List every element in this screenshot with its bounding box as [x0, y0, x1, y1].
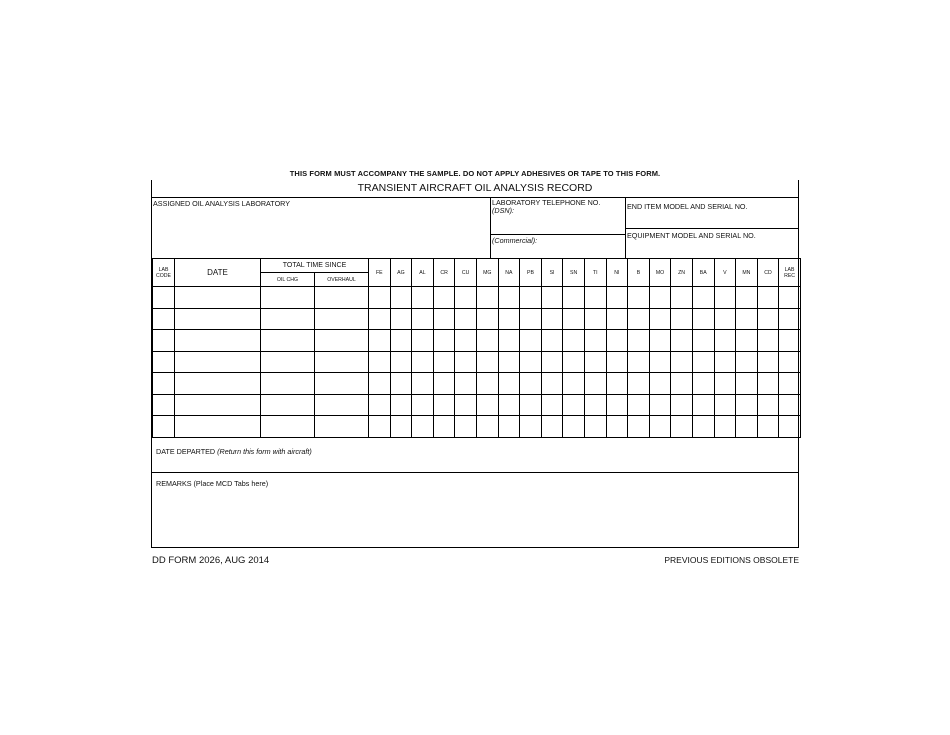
- table-cell[interactable]: [671, 287, 693, 309]
- table-cell[interactable]: [628, 330, 650, 352]
- table-cell[interactable]: [584, 287, 606, 309]
- remarks-field[interactable]: [152, 473, 798, 547]
- table-cell[interactable]: [261, 330, 315, 352]
- dsn-label: (DSN):: [492, 206, 514, 215]
- table-cell[interactable]: [606, 287, 628, 309]
- table-cell[interactable]: [671, 330, 693, 352]
- table-cell[interactable]: [649, 351, 671, 373]
- element-header-ba: BA: [692, 259, 714, 287]
- element-header-cd: CD: [757, 259, 779, 287]
- table-row: [153, 373, 801, 395]
- element-header-cu: CU: [455, 259, 477, 287]
- table-cell[interactable]: [498, 373, 520, 395]
- table-cell[interactable]: [433, 416, 455, 438]
- table-row: [153, 287, 801, 309]
- table-cell[interactable]: [498, 416, 520, 438]
- table-cell[interactable]: [649, 394, 671, 416]
- table-cell[interactable]: [714, 308, 736, 330]
- form-id: DD FORM 2026, AUG 2014: [152, 555, 270, 566]
- table-row: [153, 330, 801, 352]
- oil-analysis-table: [152, 258, 801, 438]
- table-cell[interactable]: [369, 330, 391, 352]
- table-cell[interactable]: [498, 330, 520, 352]
- table-cell[interactable]: [153, 416, 175, 438]
- table-cell[interactable]: [628, 287, 650, 309]
- table-cell[interactable]: [584, 351, 606, 373]
- table-cell[interactable]: [433, 308, 455, 330]
- table-cell[interactable]: [779, 287, 801, 309]
- table-cell[interactable]: [390, 287, 412, 309]
- table-cell[interactable]: [261, 351, 315, 373]
- table-cell[interactable]: [315, 330, 369, 352]
- element-header-ti: TI: [584, 259, 606, 287]
- table-cell[interactable]: [541, 416, 563, 438]
- remarks-label: REMARKS (Place MCD Tabs here): [156, 479, 269, 488]
- table-cell[interactable]: [692, 287, 714, 309]
- table-cell[interactable]: [520, 330, 542, 352]
- table-cell[interactable]: [476, 373, 498, 395]
- lab-phone-commercial-field[interactable]: [491, 235, 626, 258]
- table-cell[interactable]: [476, 330, 498, 352]
- table-cell[interactable]: [520, 308, 542, 330]
- table-cell[interactable]: [520, 373, 542, 395]
- table-cell[interactable]: [261, 394, 315, 416]
- table-cell[interactable]: [390, 330, 412, 352]
- table-cell[interactable]: [476, 394, 498, 416]
- table-cell[interactable]: [649, 308, 671, 330]
- table-cell[interactable]: [498, 308, 520, 330]
- table-cell[interactable]: [153, 351, 175, 373]
- equipment-label: EQUIPMENT MODEL AND SERIAL NO.: [627, 231, 756, 240]
- table-cell[interactable]: [757, 287, 779, 309]
- table-cell[interactable]: [671, 394, 693, 416]
- table-cell[interactable]: [671, 373, 693, 395]
- table-cell[interactable]: [541, 394, 563, 416]
- element-header-sn: SN: [563, 259, 585, 287]
- table-cell[interactable]: [520, 394, 542, 416]
- table-cell[interactable]: [315, 308, 369, 330]
- table-cell[interactable]: [714, 330, 736, 352]
- table-cell[interactable]: [520, 351, 542, 373]
- table-cell[interactable]: [261, 416, 315, 438]
- table-cell[interactable]: [175, 394, 261, 416]
- table-cell[interactable]: [779, 416, 801, 438]
- table-cell[interactable]: [757, 373, 779, 395]
- table-cell[interactable]: [476, 351, 498, 373]
- table-cell[interactable]: [736, 330, 758, 352]
- element-header-zn: ZN: [671, 259, 693, 287]
- table-cell[interactable]: [692, 373, 714, 395]
- table-cell[interactable]: [153, 330, 175, 352]
- table-cell[interactable]: [584, 416, 606, 438]
- oil-analysis-form: [151, 180, 799, 548]
- table-cell[interactable]: [736, 373, 758, 395]
- table-cell[interactable]: [606, 351, 628, 373]
- table-row: [153, 351, 801, 373]
- element-header-mo: MO: [649, 259, 671, 287]
- table-cell[interactable]: [779, 373, 801, 395]
- date-header: DATE: [175, 259, 261, 287]
- table-cell[interactable]: [412, 394, 434, 416]
- table-cell[interactable]: [520, 416, 542, 438]
- table-cell[interactable]: [433, 351, 455, 373]
- lab-phone-dsn-field[interactable]: [491, 197, 626, 235]
- table-cell[interactable]: [390, 308, 412, 330]
- table-cell[interactable]: [369, 416, 391, 438]
- table-cell[interactable]: [369, 394, 391, 416]
- table-cell[interactable]: [315, 287, 369, 309]
- table-cell[interactable]: [563, 394, 585, 416]
- table-cell[interactable]: [671, 351, 693, 373]
- table-cell[interactable]: [476, 416, 498, 438]
- table-cell[interactable]: [412, 308, 434, 330]
- table-cell[interactable]: [736, 308, 758, 330]
- lab-code-header: LAB CODE: [153, 259, 175, 287]
- table-cell[interactable]: [606, 416, 628, 438]
- table-cell[interactable]: [175, 373, 261, 395]
- table-cell[interactable]: [714, 394, 736, 416]
- table-cell[interactable]: [369, 308, 391, 330]
- table-cell[interactable]: [476, 287, 498, 309]
- table-cell[interactable]: [315, 373, 369, 395]
- table-cell[interactable]: [153, 308, 175, 330]
- table-cell[interactable]: [563, 373, 585, 395]
- table-cell[interactable]: [390, 373, 412, 395]
- table-cell[interactable]: [175, 287, 261, 309]
- table-cell[interactable]: [390, 351, 412, 373]
- table-cell[interactable]: [455, 416, 477, 438]
- table-cell[interactable]: [261, 308, 315, 330]
- table-cell[interactable]: [541, 351, 563, 373]
- table-cell[interactable]: [563, 308, 585, 330]
- table-cell[interactable]: [649, 416, 671, 438]
- table-cell[interactable]: [779, 351, 801, 373]
- table-cell[interactable]: [369, 287, 391, 309]
- table-cell[interactable]: [455, 287, 477, 309]
- assigned-lab-label: ASSIGNED OIL ANALYSIS LABORATORY: [153, 199, 291, 208]
- table-cell[interactable]: [692, 416, 714, 438]
- table-cell[interactable]: [757, 330, 779, 352]
- table-cell[interactable]: [390, 416, 412, 438]
- table-cell[interactable]: [628, 373, 650, 395]
- table-cell[interactable]: [779, 330, 801, 352]
- table-cell[interactable]: [714, 287, 736, 309]
- table-cell[interactable]: [563, 416, 585, 438]
- table-cell[interactable]: [175, 330, 261, 352]
- table-cell[interactable]: [153, 394, 175, 416]
- lab-rec-header: LAB REC: [779, 259, 801, 287]
- table-cell[interactable]: [455, 394, 477, 416]
- table-cell[interactable]: [606, 330, 628, 352]
- table-cell[interactable]: [369, 373, 391, 395]
- element-header-ag: AG: [390, 259, 412, 287]
- table-cell[interactable]: [498, 351, 520, 373]
- table-cell[interactable]: [455, 351, 477, 373]
- element-header-fe: FE: [369, 259, 391, 287]
- table-cell[interactable]: [541, 330, 563, 352]
- table-cell[interactable]: [714, 351, 736, 373]
- table-cell[interactable]: [671, 308, 693, 330]
- end-item-label: END ITEM MODEL AND SERIAL NO.: [627, 202, 748, 211]
- table-cell[interactable]: [563, 330, 585, 352]
- table-cell[interactable]: [498, 394, 520, 416]
- table-row: [153, 308, 801, 330]
- table-cell[interactable]: [476, 308, 498, 330]
- table-cell[interactable]: [541, 308, 563, 330]
- overhaul-header: OVERHAUL: [315, 273, 369, 287]
- table-cell[interactable]: [736, 394, 758, 416]
- table-cell[interactable]: [692, 394, 714, 416]
- end-item-field[interactable]: [626, 197, 798, 229]
- commercial-label: (Commercial):: [492, 236, 538, 245]
- table-cell[interactable]: [315, 416, 369, 438]
- table-cell[interactable]: [563, 287, 585, 309]
- element-header-na: NA: [498, 259, 520, 287]
- date-departed-label: DATE DEPARTED (Return this form with aircraft): [156, 447, 312, 456]
- equipment-field[interactable]: [626, 229, 798, 258]
- element-header-v: V: [714, 259, 736, 287]
- table-cell[interactable]: [433, 373, 455, 395]
- table-cell[interactable]: [315, 351, 369, 373]
- element-header-cr: CR: [433, 259, 455, 287]
- form-title: TRANSIENT AIRCRAFT OIL ANALYSIS RECORD: [152, 180, 798, 198]
- table-cell[interactable]: [455, 373, 477, 395]
- table-cell[interactable]: [261, 373, 315, 395]
- table-cell[interactable]: [563, 351, 585, 373]
- date-departed-field[interactable]: [152, 441, 798, 473]
- table-cell[interactable]: [649, 287, 671, 309]
- table-cell[interactable]: [736, 351, 758, 373]
- element-header-mg: MG: [476, 259, 498, 287]
- table-body: [153, 287, 801, 438]
- table-cell[interactable]: [584, 394, 606, 416]
- table-cell[interactable]: [757, 416, 779, 438]
- table-cell[interactable]: [433, 394, 455, 416]
- table-cell[interactable]: [714, 373, 736, 395]
- table-cell[interactable]: [671, 416, 693, 438]
- editions-note: PREVIOUS EDITIONS OBSOLETE: [664, 555, 799, 565]
- table-cell[interactable]: [649, 373, 671, 395]
- table-cell[interactable]: [692, 308, 714, 330]
- table-cell[interactable]: [412, 287, 434, 309]
- lab-phone-label: LABORATORY TELEPHONE NO.: [492, 198, 601, 207]
- element-header-si: SI: [541, 259, 563, 287]
- table-cell[interactable]: [628, 308, 650, 330]
- form-notice: THIS FORM MUST ACCOMPANY THE SAMPLE. DO NOT APPLY ADHESIVES OR TAPE TO THIS FORM.: [289, 169, 661, 178]
- table-header-row: [153, 259, 801, 273]
- table-cell[interactable]: [757, 351, 779, 373]
- assigned-lab-field[interactable]: [152, 197, 491, 258]
- table-cell[interactable]: [628, 416, 650, 438]
- table-cell[interactable]: [584, 330, 606, 352]
- table-cell[interactable]: [153, 287, 175, 309]
- table-cell[interactable]: [433, 287, 455, 309]
- table-cell[interactable]: [412, 373, 434, 395]
- table-cell[interactable]: [390, 394, 412, 416]
- table-cell[interactable]: [628, 394, 650, 416]
- element-header-pb: PB: [520, 259, 542, 287]
- table-cell[interactable]: [175, 351, 261, 373]
- table-row: [153, 394, 801, 416]
- table-cell[interactable]: [412, 416, 434, 438]
- table-cell[interactable]: [779, 394, 801, 416]
- table-cell[interactable]: [736, 416, 758, 438]
- total-time-since-header: TOTAL TIME SINCE: [261, 259, 369, 273]
- table-cell[interactable]: [520, 287, 542, 309]
- table-cell[interactable]: [714, 416, 736, 438]
- table-cell[interactable]: [606, 308, 628, 330]
- table-cell[interactable]: [606, 394, 628, 416]
- table-cell[interactable]: [315, 394, 369, 416]
- table-cell[interactable]: [498, 287, 520, 309]
- table-cell[interactable]: [455, 330, 477, 352]
- table-cell[interactable]: [628, 351, 650, 373]
- table-cell[interactable]: [757, 394, 779, 416]
- table-cell[interactable]: [455, 308, 477, 330]
- table-cell[interactable]: [541, 373, 563, 395]
- table-cell[interactable]: [412, 351, 434, 373]
- table-cell[interactable]: [541, 287, 563, 309]
- table-cell[interactable]: [584, 373, 606, 395]
- table-cell[interactable]: [175, 308, 261, 330]
- table-cell[interactable]: [736, 287, 758, 309]
- table-cell[interactable]: [757, 308, 779, 330]
- element-header-b: B: [628, 259, 650, 287]
- table-cell[interactable]: [433, 330, 455, 352]
- table-cell[interactable]: [584, 308, 606, 330]
- table-cell[interactable]: [692, 351, 714, 373]
- table-cell[interactable]: [175, 416, 261, 438]
- element-header-al: AL: [412, 259, 434, 287]
- table-cell[interactable]: [606, 373, 628, 395]
- table-cell[interactable]: [649, 330, 671, 352]
- element-header-ni: NI: [606, 259, 628, 287]
- table-cell[interactable]: [692, 330, 714, 352]
- element-header-mn: MN: [736, 259, 758, 287]
- table-row: [153, 416, 801, 438]
- table-cell[interactable]: [412, 330, 434, 352]
- oil-chg-header: OIL CHG: [261, 273, 315, 287]
- table-cell[interactable]: [261, 287, 315, 309]
- table-cell[interactable]: [369, 351, 391, 373]
- table-cell[interactable]: [153, 373, 175, 395]
- table-cell[interactable]: [779, 308, 801, 330]
